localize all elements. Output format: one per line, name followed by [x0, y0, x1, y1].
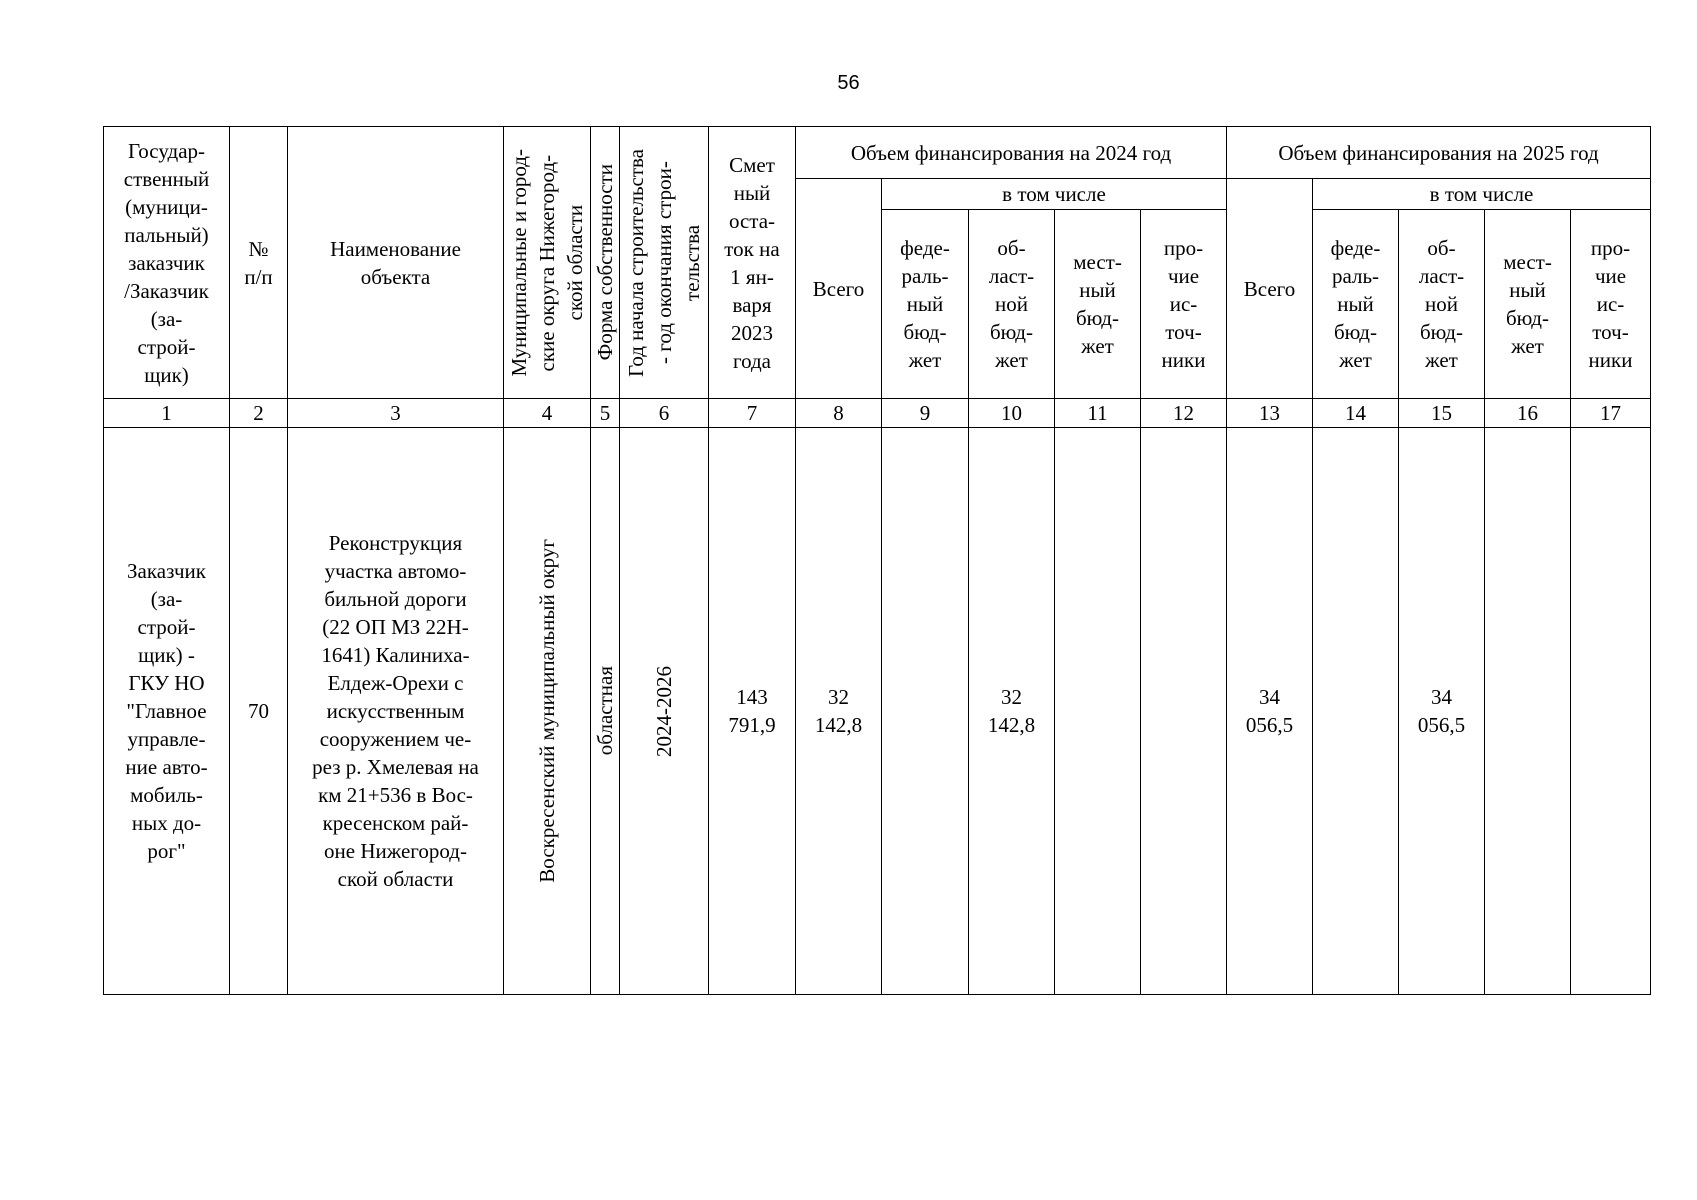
column-number: 17 [1571, 399, 1651, 428]
cell-construction-years [620, 428, 709, 995]
header-federal-2025: феде- раль- ный бюд- жет [1313, 210, 1399, 399]
column-number: 15 [1399, 399, 1485, 428]
table-row [104, 428, 1651, 995]
header-local-2025: мест- ный бюд- жет [1485, 210, 1571, 399]
column-number: 7 [709, 399, 796, 428]
column-number: 8 [796, 399, 882, 428]
header-number: № п/п [230, 127, 288, 399]
cell-municipal-okrug-text: Воскресенский муниципальный округ [535, 539, 559, 883]
column-number: 6 [620, 399, 709, 428]
header-total-2024: Всего [796, 179, 882, 399]
column-number: 11 [1055, 399, 1141, 428]
cell-total-2024: 32 142,8 [796, 428, 882, 995]
column-number: 5 [591, 399, 620, 428]
header-other-2025: про- чие ис- точ- ники [1571, 210, 1651, 399]
cell-other-2024 [1141, 428, 1227, 995]
cell-local-2024 [1055, 428, 1141, 995]
financing-table [103, 126, 1651, 995]
cell-ownership-form [591, 428, 620, 995]
header-municipal-okrug [504, 127, 591, 399]
column-number: 10 [969, 399, 1055, 428]
cell-construction-years-text: 2024-2026 [652, 665, 676, 757]
header-regional-2024: об- ласт- ной бюд- жет [969, 210, 1055, 399]
cell-regional-2024: 32 142,8 [969, 428, 1055, 995]
cell-estimated-balance: 143 791,9 [709, 428, 796, 995]
header-construction-years-text: Год начала строительства - год окончания строи- тельства [624, 148, 704, 377]
header-construction-years [620, 127, 709, 399]
cell-federal-2025 [1313, 428, 1399, 995]
header-ownership-form [591, 127, 620, 399]
column-number: 16 [1485, 399, 1571, 428]
cell-ownership-form-text: областная [593, 666, 617, 756]
header-estimated-balance: Смет ный оста- ток на 1 ян- варя 2023 года [709, 127, 796, 399]
header-financing-2024: Объем финансирования на 2024 год [796, 127, 1227, 179]
header-municipal-okrug-text: Муниципальные и город- ские округа Нижегород- ской области [507, 148, 587, 377]
column-number: 13 [1227, 399, 1313, 428]
cell-local-2025 [1485, 428, 1571, 995]
header-other-2024: про- чие ис- точ- ники [1141, 210, 1227, 399]
header-customer: Государ- ственный (муници- пальный) заказчик /Заказчик (за- строй- щик) [104, 127, 230, 399]
page-number: 56 [837, 72, 860, 94]
column-number: 14 [1313, 399, 1399, 428]
header-ownership-form-text: Форма собственности [593, 164, 617, 361]
column-number: 12 [1141, 399, 1227, 428]
column-number: 9 [882, 399, 969, 428]
column-number: 1 [104, 399, 230, 428]
column-number-row [104, 399, 1651, 428]
header-financing-2025: Объем финансирования на 2025 год [1227, 127, 1651, 179]
header-including-2024: в том числе [882, 179, 1227, 210]
cell-other-2025 [1571, 428, 1651, 995]
header-federal-2024: феде- раль- ный бюд- жет [882, 210, 969, 399]
column-number: 2 [230, 399, 288, 428]
header-object-name: Наименование объекта [288, 127, 504, 399]
cell-federal-2024 [882, 428, 969, 995]
cell-object-name: Реконструкция участка автомо- бильной дороги (22 ОП МЗ 22Н- 1641) Калиниха- Елдеж-Орехи с искусственным сооружением че- рез р. Хмелевая на км 21+536 в Вос- кресенском рай- оне Нижегород- ской области [288, 428, 504, 995]
cell-number: 70 [230, 428, 288, 995]
column-number: 3 [288, 399, 504, 428]
cell-municipal-okrug [504, 428, 591, 995]
header-local-2024: мест- ный бюд- жет [1055, 210, 1141, 399]
cell-regional-2025: 34 056,5 [1399, 428, 1485, 995]
header-total-2025: Всего [1227, 179, 1313, 399]
header-including-2025: в том числе [1313, 179, 1651, 210]
header-regional-2025: об- ласт- ной бюд- жет [1399, 210, 1485, 399]
cell-customer: Заказчик (за- строй- щик) - ГКУ НО "Главное управле- ние авто- мобиль- ных до- рог" [104, 428, 230, 995]
column-number: 4 [504, 399, 591, 428]
cell-total-2025: 34 056,5 [1227, 428, 1313, 995]
